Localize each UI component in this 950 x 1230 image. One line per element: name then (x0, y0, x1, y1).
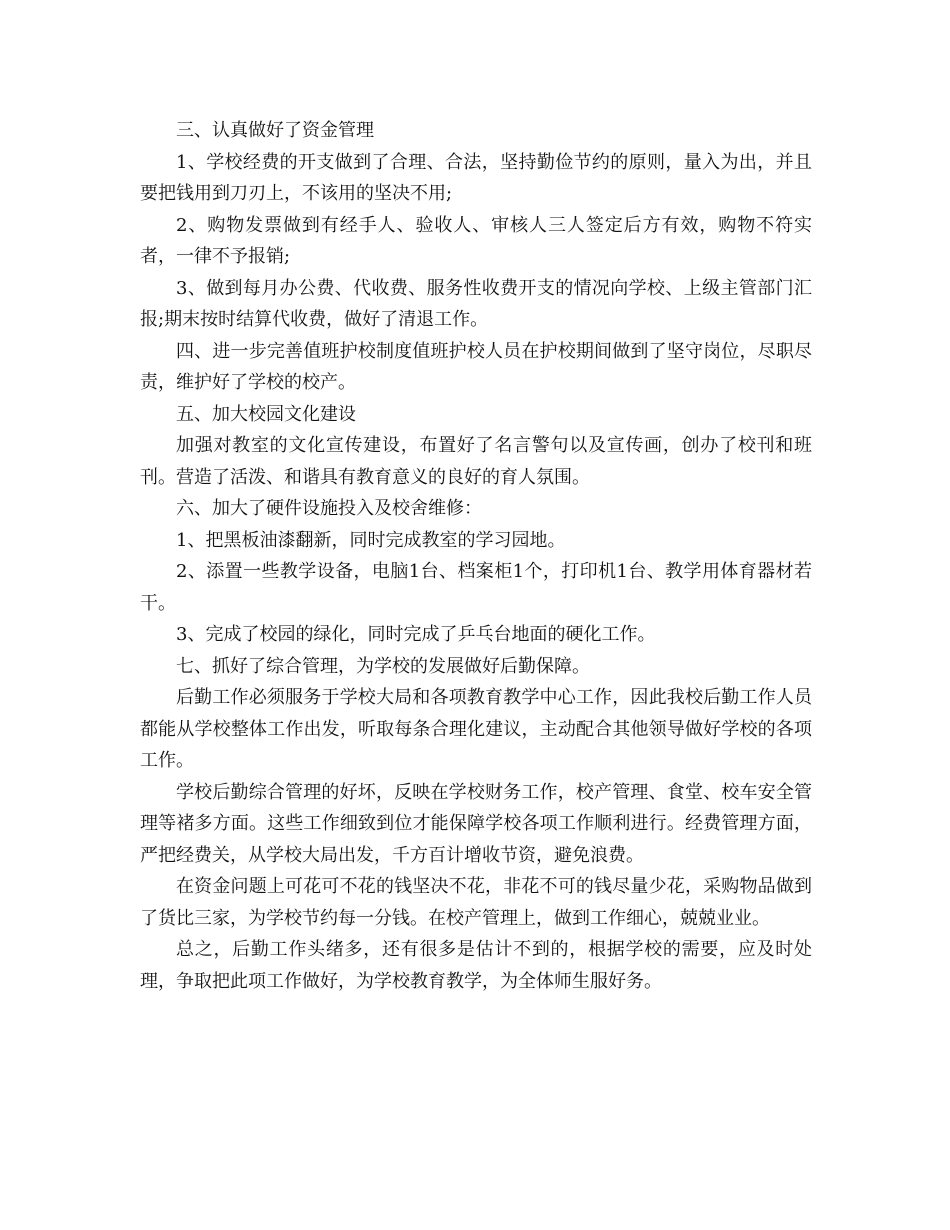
paragraph: 后勤工作必须服务于学校大局和各项教育教学中心工作，因此我校后勤工作人员都能从学校整体工作出发，听取每条合理化建议，主动配合其他领导做好学校的各项工作。 (140, 687, 812, 771)
section-heading-3: 三、认真做好了资金管理 (176, 120, 374, 141)
document-body (140, 115, 812, 997)
paragraph: 加强对教室的文化宣传建设，布置好了名言警句以及宣传画，创办了校刊和班刊。营造了活泼、和谐具有教育意义的良好的育人氛围。 (140, 435, 812, 488)
paragraph: 1、把黑板油漆翻新，同时完成教室的学习园地。 (176, 529, 566, 551)
section-heading-5: 五、加大校园文化建设 (176, 403, 356, 425)
paragraph: 在资金问题上可花可不花的钱坚决不花，非花不可的钱尽量少花，采购物品做到了货比三家，为学校节约每一分钱。在校产管理上，做到工作细心，兢兢业业。 (140, 876, 812, 929)
section-heading-4: 四、进一步完善值班护校制度值班护校人员在护校期间做到了坚守岗位，尽职尽责，维护好了学校的校产。 (140, 340, 812, 393)
section-heading-7: 七、抓好了综合管理，为学校的发展做好后勤保障。 (176, 655, 590, 677)
paragraph: 3、做到每月办公费、代收费、服务性收费开支的情况向学校、上级主管部门汇报;期末按时结算代收费，做好了清退工作。 (140, 277, 812, 330)
paragraph: 学校后勤综合管理的好坏，反映在学校财务工作，校产管理、食堂、校车安全管理等褚多方面。这些工作细致到位才能保障学校各项工作顺利进行。经费管理方面，严把经费关，从学校大局出发，千方百计增收节资，避免浪费。 (140, 781, 812, 866)
paragraph: 2、购物发票做到有经手人、验收人、审核人三人签定后方有效，购物不符实者，一律不予报销; (140, 214, 812, 267)
paragraph: 1、学校经费的开支做到了合理、合法，坚持勤俭节约的原则，量入为出，并且要把钱用到刀刃上，不该用的坚决不用; (140, 151, 812, 204)
paragraph: 3、完成了校园的绿化，同时完成了乒乓台地面的硬化工作。 (176, 624, 656, 645)
paragraph: 总之，后勤工作头绪多，还有很多是估计不到的，根据学校的需要，应及时处理，争取把此项工作做好，为学校教育教学，为全体师生服好务。 (140, 939, 812, 992)
paragraph: 2、添置一些教学设备，电脑1台、档案柜1个，打印机1台、教学用体育器材若干。 (140, 561, 812, 614)
section-heading-6: 六、加大了硬件设施投入及校舍维修： (176, 498, 482, 519)
